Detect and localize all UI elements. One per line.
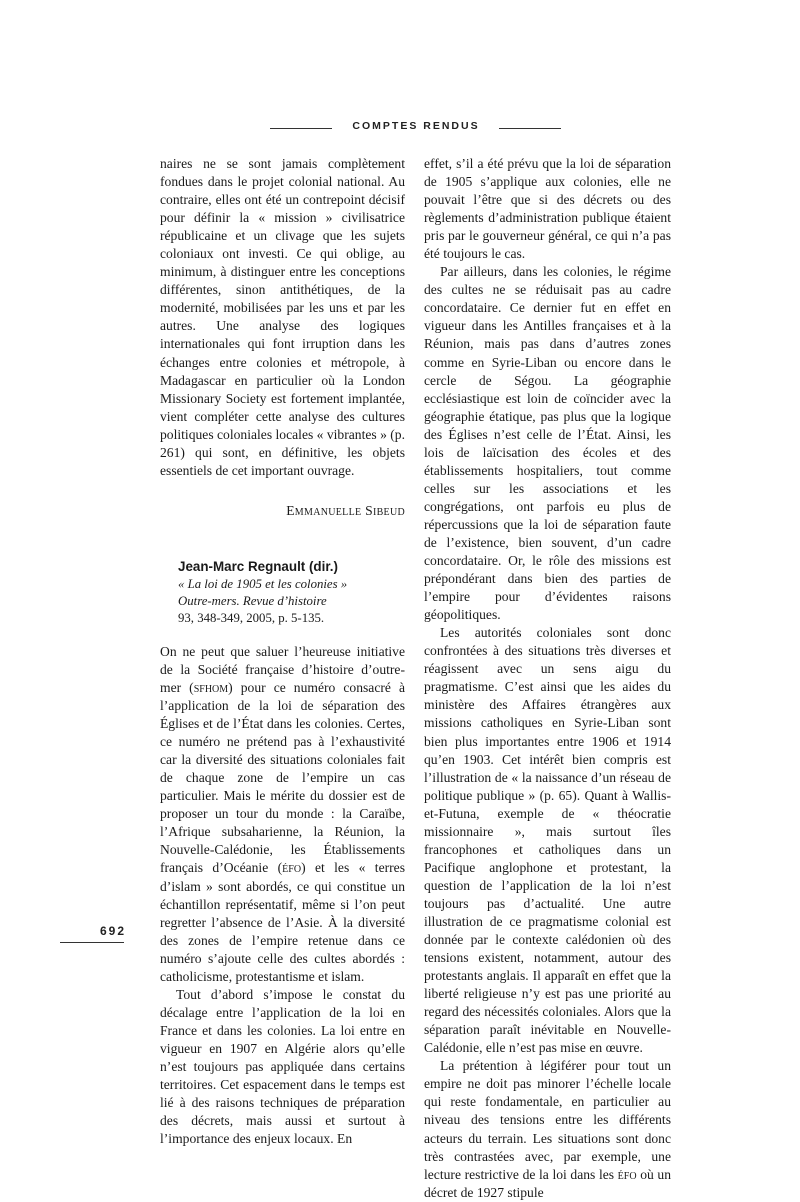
review-journal: Outre-mers. Revue d’histoire: [178, 593, 327, 608]
review-title: « La loi de 1905 et les colonies »: [178, 576, 348, 591]
text-run: La prétention à légiférer pour tout un empire ne doit pas minorer l’échelle locale qui reste fondamentale, en particulier au niveau des tensions entre les différents acteurs du terrain. Les situations sont donc très contrastées avec, par exemple, une lecture restrictive de la loi dans les: [424, 1058, 671, 1182]
text-run: ) et les « terres d’islam » sont abordés, ce qui constitue un échantillon représentatif, même si l’on peut regretter l’absence de l’Asie. À la diversité des zones de l’empire retenue dans ce numéro s’ajoute celle des cultes abordés : catholicisme, protestantisme et islam.: [160, 860, 405, 984]
paragraph: Par ailleurs, dans les colonies, le régime des cultes ne se réduisait pas au cadre concordataire. Ce dernier fut en effet en vigueur dans les Antilles françaises et à la Réunion, mais pas dans d’autres zones comme en Syrie-Liban ou encore dans le cercle de Ségou. La géographie ecclésiastique est loin de coïncider avec la géographie étatique, pas plus que la logique des Églises n’est celle de l’État. Ainsi, les lois de laïcisation des écoles et des établissements hospitaliers, tout comme celles sur les associations et les congrégations, ont parfois eu plus de répercussions que la loi de séparation faute de l’existence, bien souvent, d’un cadre concordataire. Or, le rôle des missions est prépondérant dans bien des parties de l’empire pour d’évidentes raisons géopolitiques.: [424, 264, 671, 623]
running-head: [0, 118, 800, 138]
review-reference: 93, 348-349, 2005, p. 5-135.: [178, 610, 325, 625]
header-rule-right: [499, 128, 561, 129]
paragraph: [424, 1057, 671, 1201]
paragraph: Les autorités coloniales sont donc confrontées à des situations très diverses et réagissent avec un sens aigu du pragmatisme. C’est ainsi que les aides du ministère des Affaires étrangères aux missions catholiques en Syrie-Liban sont bien plus importantes entre 1906 et 1914 qu’en 1903. Cet intérêt bien compris est l’illustration de « la naissance d’un réseau de politique publique » (p. 65). Quant à Wallis-et-Futuna, exemple de « théocratie missionnaire », mais surtout îles francophones et catholiques dans un Pacifique anglophone et protestant, la question de l’application de la loi n’est toujours pas d’actualité. Une autre illustration de ce pragmatisme colonial est donnée par le contexte calédonien où des tensions existent, notamment, autour des protestants anglais. Il apparaît en effet que la liberté religieuse n’y est pas une priorité au regard des nécessités coloniales. Alors que la séparation paraît inévitable en Nouvelle-Calédonie, elle n’est pas mise en œuvre.: [424, 625, 671, 1056]
right-column: [424, 155, 671, 1202]
review-signature: Emmanuelle Sibeud: [286, 502, 405, 518]
paragraph: effet, s’il a été prévu que la loi de séparation de 1905 s’applique aux colonies, elle ne pouvait l’être que si des décrets ou des règlements d’administration publique étaient pris par le gouverneur général, ce qui n’a pas été toujours le cas.: [424, 156, 671, 262]
paragraph: [160, 643, 405, 986]
header-rule-left: [270, 128, 332, 129]
abbreviation: éfo: [282, 860, 302, 876]
page-number: 692: [100, 924, 127, 938]
left-column: [160, 155, 405, 1148]
paragraph: Tout d’abord s’impose le constat du décalage entre l’application de la loi en France et dans les colonies. La loi entre en vigueur en 1907 en Algérie alors qu’elle n’est toujours pas appliquée dans certains territoires. Cet espacement dans le temps est lié à des raisons techniques de préparation des décrets, mais aussi et surtout à l’importance des enjeux locaux. En: [160, 986, 405, 1147]
text-run: ) pour ce numéro consacré à l’application de la loi de séparation des Églises et de l’État dans les colonies. Certes, ce numéro ne prétend pas à l’exhaustivité car la diversité des situations coloniales fait de chaque zone de l’empire un cas particulier. Mais le mérite du dossier est de proposer un tour du monde : la Caraïbe, l’Afrique subsaharienne, la Réunion, la Nouvelle-Calédonie, les Établissements français d’Océanie (: [160, 679, 405, 876]
text-run: On ne peut que saluer l’heureuse initiative de la Société française d’histoire d’outre-mer (: [160, 643, 405, 695]
running-title: COMPTES RENDUS: [352, 120, 480, 132]
abbreviation: sfhom: [193, 679, 229, 695]
abbreviation: éfo: [617, 1166, 637, 1182]
review-author: Jean-Marc Regnault (dir.): [178, 558, 338, 574]
review-heading: [178, 558, 405, 627]
paragraph: naires ne se sont jamais complètement fondues dans le projet colonial national. Au contraire, elles ont été un contrepoint décisif pour définir la « mission » civilisatrice républicaine et un clivage que les sujets coloniaux ont investi. Ce qui oblige, au minimum, à distinguer entre les conceptions différentes, sinon antithétiques, de la modernité, mobilisées par les uns et par les autres. Une analyse des logiques internationales qui font irruption dans les échanges entre colonies et métropole, à Madagascar en particulier où la London Missionary Society est fortement implantée, vient compléter cette analyse des cultures politiques coloniales locales « vibrantes » (p. 261) qui sont, en définitive, les objets essentiels de cet important ouvrage.: [160, 156, 406, 478]
page-number-rule: [60, 942, 124, 943]
text-run: où un décret de 1927 stipule: [424, 1166, 672, 1200]
